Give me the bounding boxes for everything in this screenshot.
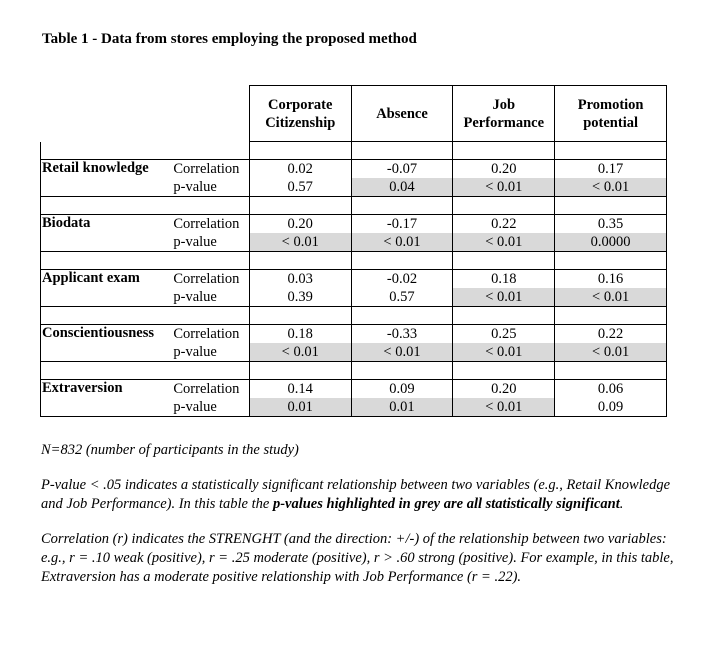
stat-labels — [171, 380, 249, 417]
pvalue-cell: < 0.01 — [555, 178, 667, 197]
pvalue-cell: 0.04 — [351, 178, 453, 197]
pvalue-label: p-value — [173, 179, 217, 195]
col-header-promotion-potential: Promotion potential — [555, 86, 667, 142]
pvalue-cell: 0.01 — [249, 398, 351, 417]
pvalue-cell: < 0.01 — [555, 343, 667, 362]
table-row — [41, 325, 667, 344]
note-correlation: Correlation (r) indicates the STRENGHT (and the direction: +/-) of the relationship between two variables: e.g., r = .10 weak (positive), r = .25 moderate (positive), r > .60 strong (positive). For example, in this table, Extraversion has a moderate positive relationship with Job Performance (r = .22). — [41, 531, 674, 585]
pvalue-cell: < 0.01 — [555, 288, 667, 307]
pvalue-cell: < 0.01 — [351, 343, 453, 362]
correlation-cell: 0.03 — [249, 270, 351, 289]
col-header-corporate-citizenship: Corporate Citizenship — [249, 86, 351, 142]
pvalue-label: p-value — [173, 234, 217, 250]
pvalue-cell: < 0.01 — [453, 343, 555, 362]
correlation-label: Correlation — [173, 326, 240, 342]
correlation-cell: -0.07 — [351, 160, 453, 179]
predictor-label: Applicant exam — [41, 270, 172, 307]
stat-labels — [171, 325, 249, 362]
table-row — [41, 380, 667, 399]
predictor-label: Biodata — [41, 215, 172, 252]
correlation-cell: -0.17 — [351, 215, 453, 234]
spacer-row — [41, 142, 667, 160]
correlation-cell: 0.22 — [453, 215, 555, 234]
note-pvalue: P-value < .05 indicates a statistically significant relationship between two variables (e.g., Retail Knowledge and Job Performance). In this table the p-values highlighted in grey are all statistically significant. — [41, 477, 671, 512]
correlation-cell: 0.17 — [555, 160, 667, 179]
correlation-cell: -0.02 — [351, 270, 453, 289]
pvalue-cell: < 0.01 — [351, 233, 453, 252]
spacer-row — [41, 252, 667, 270]
stat-labels — [171, 215, 249, 252]
pvalue-label: p-value — [173, 399, 217, 415]
pvalue-cell: < 0.01 — [249, 343, 351, 362]
header-row — [41, 86, 667, 142]
correlation-cell: 0.20 — [453, 380, 555, 399]
predictor-label: Retail knowledge — [41, 160, 172, 197]
correlation-cell: 0.20 — [453, 160, 555, 179]
pvalue-cell: < 0.01 — [453, 288, 555, 307]
spacer-row — [41, 307, 667, 325]
pvalue-cell: 0.09 — [555, 398, 667, 417]
correlation-label: Correlation — [173, 216, 240, 232]
correlation-cell: 0.22 — [555, 325, 667, 344]
correlation-cell: 0.18 — [453, 270, 555, 289]
table-title: Table 1 - Data from stores employing the proposed method — [42, 31, 417, 47]
table-row — [41, 215, 667, 234]
correlation-cell: 0.06 — [555, 380, 667, 399]
pvalue-label: p-value — [173, 289, 217, 305]
correlation-cell: 0.09 — [351, 380, 453, 399]
correlation-label: Correlation — [173, 161, 240, 177]
predictor-label: Extraversion — [41, 380, 172, 417]
col-header-absence: Absence — [351, 86, 453, 142]
stat-labels — [171, 160, 249, 197]
spacer-row — [41, 197, 667, 215]
pvalue-cell: 0.57 — [249, 178, 351, 197]
pvalue-cell: < 0.01 — [249, 233, 351, 252]
pvalue-cell: 0.0000 — [555, 233, 667, 252]
stat-labels — [171, 270, 249, 307]
pvalue-cell: < 0.01 — [453, 178, 555, 197]
note-sample-size: N=832 (number of participants in the study) — [41, 442, 299, 458]
spacer-row — [41, 362, 667, 380]
data-table — [40, 85, 667, 417]
pvalue-cell: 0.57 — [351, 288, 453, 307]
correlation-cell: 0.02 — [249, 160, 351, 179]
pvalue-cell: < 0.01 — [453, 398, 555, 417]
col-header-job-performance: Job Performance — [453, 86, 555, 142]
predictor-label: Conscientiousness — [41, 325, 172, 362]
correlation-cell: 0.16 — [555, 270, 667, 289]
correlation-label: Correlation — [173, 271, 240, 287]
table-row — [41, 160, 667, 179]
pvalue-label: p-value — [173, 344, 217, 360]
table-row — [41, 270, 667, 289]
correlation-cell: -0.33 — [351, 325, 453, 344]
pvalue-cell: 0.01 — [351, 398, 453, 417]
correlation-cell: 0.20 — [249, 215, 351, 234]
correlation-cell: 0.14 — [249, 380, 351, 399]
correlation-cell: 0.35 — [555, 215, 667, 234]
pvalue-cell: 0.39 — [249, 288, 351, 307]
correlation-cell: 0.25 — [453, 325, 555, 344]
correlation-label: Correlation — [173, 381, 240, 397]
notes — [41, 441, 681, 603]
correlation-cell: 0.18 — [249, 325, 351, 344]
pvalue-cell: < 0.01 — [453, 233, 555, 252]
